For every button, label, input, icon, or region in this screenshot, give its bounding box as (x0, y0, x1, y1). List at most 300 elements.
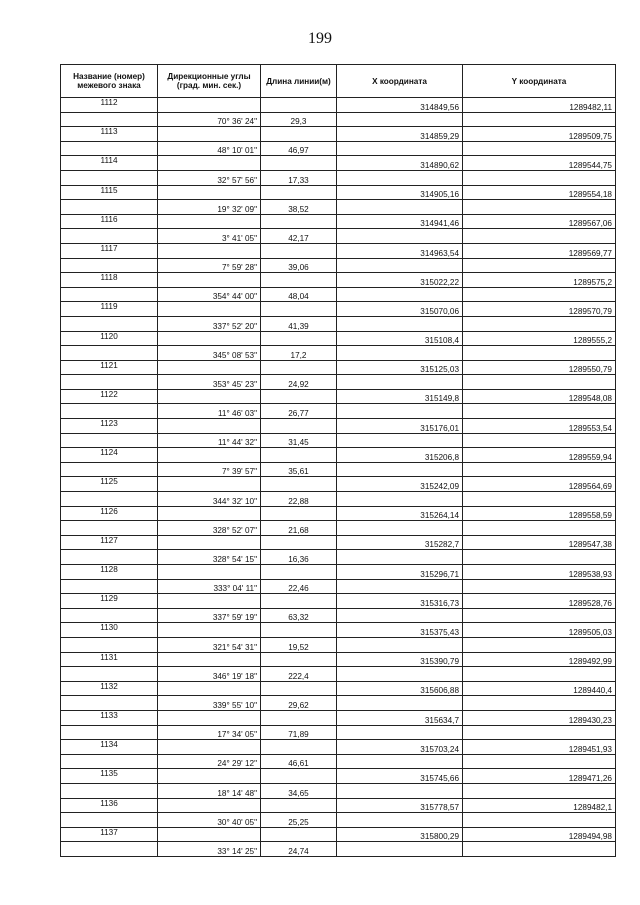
empty-cell (158, 740, 261, 755)
empty-cell (463, 667, 616, 682)
empty-cell (158, 769, 261, 784)
empty-cell (61, 842, 158, 857)
empty-cell (463, 754, 616, 769)
line-length: 71,89 (261, 725, 337, 740)
x-coordinate: 314905,16 (337, 185, 463, 200)
table-row-segment (61, 521, 616, 536)
point-name: 1114 (61, 156, 158, 171)
empty-cell (261, 710, 337, 725)
header-name: Название (номер) межевого знака (61, 65, 158, 98)
line-length: 24,74 (261, 842, 337, 857)
y-coordinate: 1289482,1 (463, 798, 616, 813)
empty-cell (61, 667, 158, 682)
empty-cell (261, 389, 337, 404)
empty-cell (158, 419, 261, 434)
line-length: 39,06 (261, 258, 337, 273)
empty-cell (463, 229, 616, 244)
point-name: 1118 (61, 273, 158, 288)
table-row-point (61, 506, 616, 521)
direction-angle: 321° 54' 31" (158, 637, 261, 652)
direction-angle: 7° 59' 28" (158, 258, 261, 273)
x-coordinate: 315316,73 (337, 594, 463, 609)
empty-cell (158, 710, 261, 725)
table-row-point (61, 740, 616, 755)
y-coordinate: 1289575,2 (463, 273, 616, 288)
line-length: 17,2 (261, 346, 337, 361)
y-coordinate: 1289451,93 (463, 740, 616, 755)
table-row-point (61, 477, 616, 492)
empty-cell (337, 287, 463, 302)
direction-angle: 337° 59' 19" (158, 608, 261, 623)
empty-cell (261, 98, 337, 113)
empty-cell (261, 798, 337, 813)
direction-angle: 333° 04' 11" (158, 579, 261, 594)
empty-cell (261, 331, 337, 346)
x-coordinate: 315125,03 (337, 360, 463, 375)
empty-cell (463, 492, 616, 507)
x-coordinate: 315703,24 (337, 740, 463, 755)
empty-cell (261, 302, 337, 317)
table-row-segment (61, 754, 616, 769)
empty-cell (261, 565, 337, 580)
point-name: 1113 (61, 127, 158, 142)
direction-angle: 11° 46' 03" (158, 404, 261, 419)
direction-angle: 346° 19' 18" (158, 667, 261, 682)
empty-cell (158, 506, 261, 521)
direction-angle: 18° 14' 48" (158, 783, 261, 798)
point-name: 1122 (61, 389, 158, 404)
point-name: 1126 (61, 506, 158, 521)
y-coordinate: 1289482,11 (463, 98, 616, 113)
empty-cell (463, 842, 616, 857)
table-row-point (61, 448, 616, 463)
table-row-point (61, 243, 616, 258)
empty-cell (463, 170, 616, 185)
empty-cell (61, 404, 158, 419)
point-name: 1128 (61, 565, 158, 580)
table-row-point (61, 710, 616, 725)
y-coordinate: 1289559,94 (463, 448, 616, 463)
direction-angle: 19° 32' 09" (158, 200, 261, 215)
empty-cell (337, 375, 463, 390)
header-x: X координата (337, 65, 463, 98)
empty-cell (61, 433, 158, 448)
table-row-point (61, 827, 616, 842)
empty-cell (261, 594, 337, 609)
point-name: 1129 (61, 594, 158, 609)
y-coordinate: 1289558,59 (463, 506, 616, 521)
empty-cell (61, 637, 158, 652)
empty-cell (261, 652, 337, 667)
direction-angle: 339° 55' 10" (158, 696, 261, 711)
x-coordinate: 315745,66 (337, 769, 463, 784)
table-row-segment (61, 637, 616, 652)
empty-cell (337, 783, 463, 798)
y-coordinate: 1289548,08 (463, 389, 616, 404)
empty-cell (158, 98, 261, 113)
x-coordinate: 315800,29 (337, 827, 463, 842)
empty-cell (261, 535, 337, 550)
y-coordinate: 1289570,79 (463, 302, 616, 317)
empty-cell (463, 258, 616, 273)
empty-cell (61, 813, 158, 828)
x-coordinate: 315282,7 (337, 535, 463, 550)
point-name: 1127 (61, 535, 158, 550)
empty-cell (158, 681, 261, 696)
empty-cell (463, 462, 616, 477)
empty-cell (337, 170, 463, 185)
empty-cell (337, 200, 463, 215)
empty-cell (61, 375, 158, 390)
empty-cell (158, 448, 261, 463)
direction-angle: 11° 44' 32" (158, 433, 261, 448)
empty-cell (337, 433, 463, 448)
empty-cell (337, 141, 463, 156)
empty-cell (61, 608, 158, 623)
table-row-point (61, 273, 616, 288)
table-row-point (61, 652, 616, 667)
empty-cell (337, 521, 463, 536)
y-coordinate: 1289547,38 (463, 535, 616, 550)
empty-cell (337, 696, 463, 711)
direction-angle: 328° 52' 07" (158, 521, 261, 536)
empty-cell (337, 404, 463, 419)
point-name: 1133 (61, 710, 158, 725)
point-name: 1112 (61, 98, 158, 113)
boundary-coordinates-table (60, 64, 616, 857)
table-row-segment (61, 404, 616, 419)
empty-cell (61, 316, 158, 331)
empty-cell (337, 346, 463, 361)
x-coordinate: 314941,46 (337, 214, 463, 229)
line-length: 16,36 (261, 550, 337, 565)
empty-cell (463, 316, 616, 331)
table-row-segment (61, 433, 616, 448)
x-coordinate: 315375,43 (337, 623, 463, 638)
line-length: 22,88 (261, 492, 337, 507)
empty-cell (158, 273, 261, 288)
empty-cell (261, 623, 337, 638)
empty-cell (463, 725, 616, 740)
empty-cell (261, 769, 337, 784)
table-row-segment (61, 170, 616, 185)
x-coordinate: 315242,09 (337, 477, 463, 492)
empty-cell (158, 185, 261, 200)
point-name: 1131 (61, 652, 158, 667)
table-row-segment (61, 346, 616, 361)
page-number: 199 (308, 30, 332, 47)
empty-cell (463, 783, 616, 798)
empty-cell (337, 579, 463, 594)
table-body (61, 98, 616, 857)
line-length: 63,32 (261, 608, 337, 623)
empty-cell (337, 258, 463, 273)
empty-cell (61, 696, 158, 711)
empty-cell (61, 141, 158, 156)
line-length: 41,39 (261, 316, 337, 331)
y-coordinate: 1289509,75 (463, 127, 616, 142)
empty-cell (61, 492, 158, 507)
direction-angle: 3° 41' 05" (158, 229, 261, 244)
line-length: 17,33 (261, 170, 337, 185)
empty-cell (463, 346, 616, 361)
empty-cell (158, 623, 261, 638)
empty-cell (158, 243, 261, 258)
line-length: 25,25 (261, 813, 337, 828)
x-coordinate: 314859,29 (337, 127, 463, 142)
table-header-row (61, 65, 616, 98)
table-row-point (61, 565, 616, 580)
table-row-segment (61, 287, 616, 302)
empty-cell (61, 462, 158, 477)
y-coordinate: 1289555,2 (463, 331, 616, 346)
empty-cell (463, 404, 616, 419)
y-coordinate: 1289440,4 (463, 681, 616, 696)
x-coordinate: 315108,4 (337, 331, 463, 346)
empty-cell (158, 156, 261, 171)
direction-angle: 345° 08' 53" (158, 346, 261, 361)
empty-cell (463, 550, 616, 565)
direction-angle: 24° 29' 12" (158, 754, 261, 769)
empty-cell (158, 477, 261, 492)
empty-cell (261, 185, 337, 200)
empty-cell (463, 608, 616, 623)
empty-cell (158, 389, 261, 404)
table-row-segment (61, 462, 616, 477)
y-coordinate: 1289554,18 (463, 185, 616, 200)
header-length: Длина линии(м) (261, 65, 337, 98)
table-row-segment (61, 550, 616, 565)
line-length: 29,62 (261, 696, 337, 711)
line-length: 46,61 (261, 754, 337, 769)
point-name: 1116 (61, 214, 158, 229)
y-coordinate: 1289567,06 (463, 214, 616, 229)
empty-cell (158, 214, 261, 229)
empty-cell (261, 448, 337, 463)
empty-cell (61, 200, 158, 215)
line-length: 31,45 (261, 433, 337, 448)
table-row-point (61, 156, 616, 171)
empty-cell (261, 506, 337, 521)
line-length: 26,77 (261, 404, 337, 419)
point-name: 1123 (61, 419, 158, 434)
empty-cell (463, 696, 616, 711)
y-coordinate: 1289492,99 (463, 652, 616, 667)
x-coordinate: 315206,8 (337, 448, 463, 463)
empty-cell (261, 156, 337, 171)
line-length: 34,65 (261, 783, 337, 798)
empty-cell (337, 229, 463, 244)
direction-angle: 328° 54' 15" (158, 550, 261, 565)
header-angle: Дирекционные углы (град. мин. сек.) (158, 65, 261, 98)
table-row-point (61, 594, 616, 609)
empty-cell (463, 200, 616, 215)
empty-cell (463, 579, 616, 594)
table-row-point (61, 331, 616, 346)
empty-cell (158, 798, 261, 813)
direction-angle: 48° 10' 01" (158, 141, 261, 156)
point-name: 1132 (61, 681, 158, 696)
table-row-point (61, 769, 616, 784)
table-row-point (61, 302, 616, 317)
table-row-point (61, 360, 616, 375)
table-row-segment (61, 813, 616, 828)
empty-cell (261, 273, 337, 288)
point-name: 1134 (61, 740, 158, 755)
empty-cell (261, 127, 337, 142)
empty-cell (61, 346, 158, 361)
empty-cell (158, 535, 261, 550)
table-row-segment (61, 229, 616, 244)
x-coordinate: 315606,88 (337, 681, 463, 696)
table-row-point (61, 535, 616, 550)
x-coordinate: 314963,54 (337, 243, 463, 258)
x-coordinate: 315264,14 (337, 506, 463, 521)
empty-cell (61, 229, 158, 244)
table-row-segment (61, 667, 616, 682)
table-row-segment (61, 842, 616, 857)
empty-cell (463, 521, 616, 536)
x-coordinate: 315022,22 (337, 273, 463, 288)
point-name: 1115 (61, 185, 158, 200)
empty-cell (261, 360, 337, 375)
point-name: 1117 (61, 243, 158, 258)
empty-cell (337, 462, 463, 477)
empty-cell (61, 783, 158, 798)
table-row-segment (61, 316, 616, 331)
line-length: 35,61 (261, 462, 337, 477)
table-row-point (61, 127, 616, 142)
table-row-segment (61, 725, 616, 740)
empty-cell (61, 258, 158, 273)
table-row-segment (61, 696, 616, 711)
direction-angle: 344° 32' 10" (158, 492, 261, 507)
empty-cell (158, 827, 261, 842)
empty-cell (61, 725, 158, 740)
empty-cell (337, 608, 463, 623)
line-length: 19,52 (261, 637, 337, 652)
table-row-segment (61, 200, 616, 215)
table-row-segment (61, 141, 616, 156)
empty-cell (463, 287, 616, 302)
empty-cell (337, 725, 463, 740)
y-coordinate: 1289553,54 (463, 419, 616, 434)
empty-cell (463, 637, 616, 652)
empty-cell (463, 112, 616, 127)
line-length: 21,68 (261, 521, 337, 536)
direction-angle: 353° 45' 23" (158, 375, 261, 390)
x-coordinate: 314849,56 (337, 98, 463, 113)
empty-cell (158, 302, 261, 317)
table-row-segment (61, 492, 616, 507)
y-coordinate: 1289569,77 (463, 243, 616, 258)
empty-cell (61, 754, 158, 769)
point-name: 1136 (61, 798, 158, 813)
x-coordinate: 315176,01 (337, 419, 463, 434)
empty-cell (158, 652, 261, 667)
line-length: 24,92 (261, 375, 337, 390)
direction-angle: 7° 39' 57" (158, 462, 261, 477)
point-name: 1124 (61, 448, 158, 463)
empty-cell (158, 594, 261, 609)
y-coordinate: 1289494,98 (463, 827, 616, 842)
empty-cell (61, 579, 158, 594)
x-coordinate: 315296,71 (337, 565, 463, 580)
table-row-segment (61, 783, 616, 798)
line-length: 29,3 (261, 112, 337, 127)
direction-angle: 354° 44' 00" (158, 287, 261, 302)
line-length: 222,4 (261, 667, 337, 682)
y-coordinate: 1289471,26 (463, 769, 616, 784)
point-name: 1120 (61, 331, 158, 346)
empty-cell (337, 112, 463, 127)
x-coordinate: 315149,8 (337, 389, 463, 404)
empty-cell (463, 375, 616, 390)
x-coordinate: 315634,7 (337, 710, 463, 725)
line-length: 48,04 (261, 287, 337, 302)
table-row-point (61, 681, 616, 696)
empty-cell (261, 681, 337, 696)
direction-angle: 30° 40' 05" (158, 813, 261, 828)
empty-cell (463, 813, 616, 828)
table-row-point (61, 419, 616, 434)
point-name: 1137 (61, 827, 158, 842)
table-row-point (61, 214, 616, 229)
line-length: 46,97 (261, 141, 337, 156)
empty-cell (261, 243, 337, 258)
table-row-segment (61, 258, 616, 273)
empty-cell (337, 316, 463, 331)
table-row-point (61, 798, 616, 813)
empty-cell (261, 214, 337, 229)
line-length: 22,46 (261, 579, 337, 594)
direction-angle: 337° 52' 20" (158, 316, 261, 331)
header-y: Y координата (463, 65, 616, 98)
empty-cell (337, 550, 463, 565)
empty-cell (61, 170, 158, 185)
empty-cell (337, 492, 463, 507)
y-coordinate: 1289544,75 (463, 156, 616, 171)
y-coordinate: 1289528,76 (463, 594, 616, 609)
direction-angle: 70° 36' 24" (158, 112, 261, 127)
empty-cell (261, 419, 337, 434)
empty-cell (158, 360, 261, 375)
y-coordinate: 1289564,69 (463, 477, 616, 492)
empty-cell (61, 550, 158, 565)
empty-cell (337, 667, 463, 682)
x-coordinate: 314890,62 (337, 156, 463, 171)
table-row-point (61, 623, 616, 638)
x-coordinate: 315778,57 (337, 798, 463, 813)
y-coordinate: 1289538,93 (463, 565, 616, 580)
point-name: 1121 (61, 360, 158, 375)
y-coordinate: 1289550,79 (463, 360, 616, 375)
point-name: 1130 (61, 623, 158, 638)
point-name: 1135 (61, 769, 158, 784)
empty-cell (61, 521, 158, 536)
x-coordinate: 315070,06 (337, 302, 463, 317)
empty-cell (337, 813, 463, 828)
table-row-point (61, 185, 616, 200)
empty-cell (261, 827, 337, 842)
table-row-segment (61, 579, 616, 594)
table-row-segment (61, 112, 616, 127)
empty-cell (158, 331, 261, 346)
table-row-point (61, 98, 616, 113)
empty-cell (463, 141, 616, 156)
empty-cell (337, 842, 463, 857)
direction-angle: 33° 14' 25" (158, 842, 261, 857)
